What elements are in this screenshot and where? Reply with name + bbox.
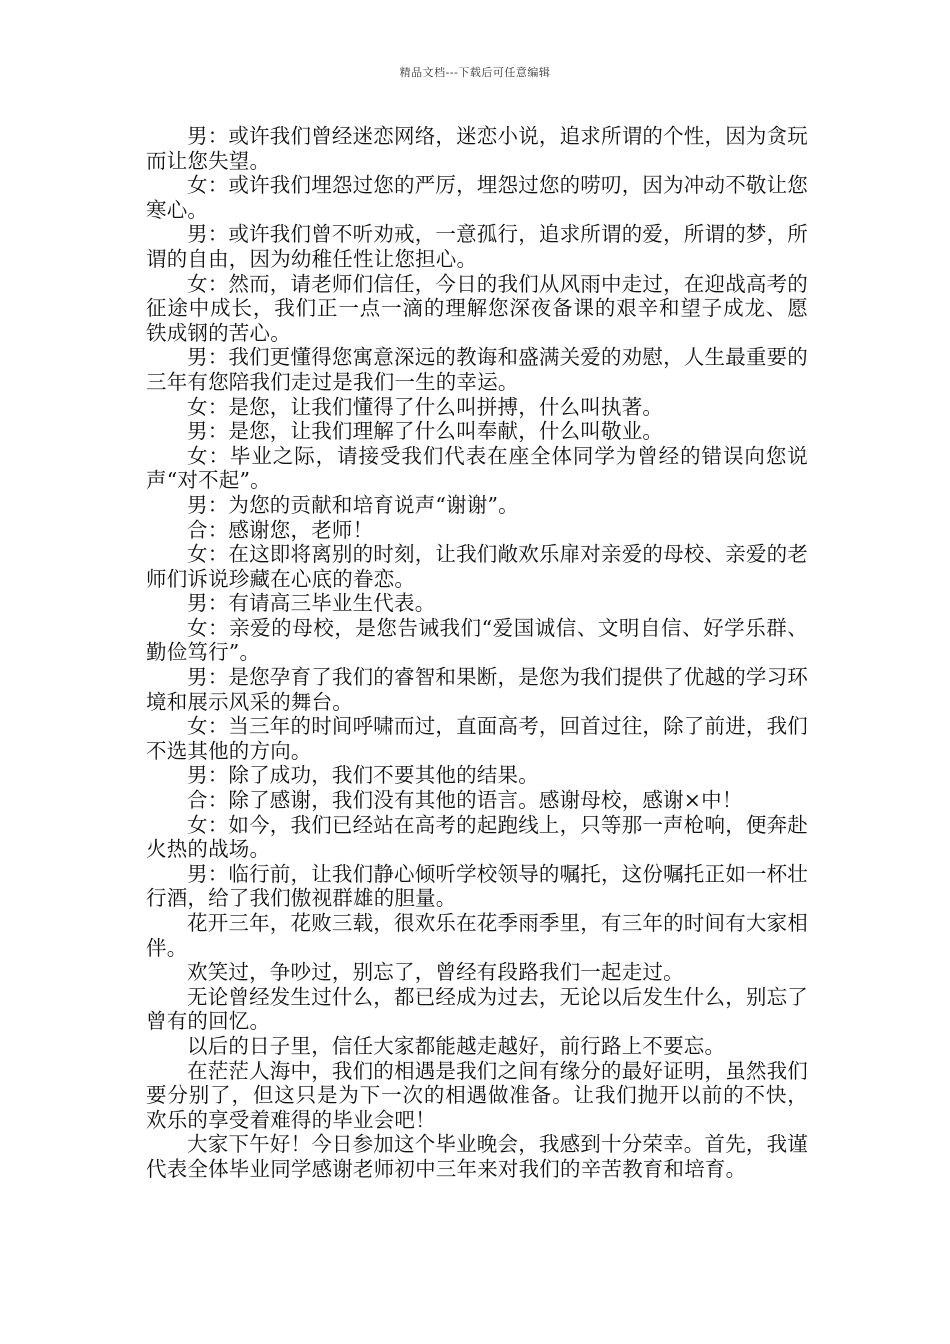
paragraph: 男：是您孕育了我们的睿智和果断，是您为我们提供了优越的学习环境和展示风采的舞台。 xyxy=(146,665,808,714)
paragraph: 大家下午好！今日参加这个毕业晚会，我感到十分荣幸。首先，我谨代表全体毕业同学感谢老师初中三年来对我们的辛苦教育和培育。 xyxy=(146,1132,808,1181)
document-body xyxy=(146,124,808,1182)
paragraph: 男：除了成功，我们不要其他的结果。 xyxy=(187,763,539,788)
paragraph: 女：在这即将离别的时刻，让我们敞欢乐扉对亲爱的母校、亲爱的老师们诉说珍藏在心底的眷恋。 xyxy=(146,542,808,591)
paragraph: 女：如今，我们已经站在高考的起跑线上，只等那一声枪响，便奔赴火热的战场。 xyxy=(146,812,808,862)
paragraph: 合：感谢您，老师！ xyxy=(187,517,374,542)
paragraph: 男：是您，让我们理解了什么叫奉献，什么叫敬业。 xyxy=(187,419,664,444)
paragraph: 女：亲爱的母校，是您告诫我们“爱国诚信、文明自信、好学乐群、勤俭笃行”。 xyxy=(146,615,808,665)
paragraph: 男：有请高三毕业生代表。 xyxy=(187,591,436,616)
paragraph: 以后的日子里，信任大家都能越走越好，前行路上不要忘。 xyxy=(187,1033,726,1058)
paragraph: 男：我们更懂得您寓意深远的教诲和盛满关爱的劝慰，人生最重要的三年有您陪我们走过是我们一生的幸运。 xyxy=(146,345,808,394)
paragraph: 在茫茫人海中，我们的相遇是我们之间有缘分的最好证明，虽然我们要分别了，但这只是为下一次的相遇做准备。让我们抛开以前的不快，欢乐的享受着难得的毕业会吧！ xyxy=(146,1058,808,1132)
page-header: 精品文档---下载后可任意编辑 xyxy=(399,66,551,79)
paragraph: 男：临行前，让我们静心倾听学校领导的嘱托，这份嘱托正如一杯壮行酒，给了我们傲视群雄的胆量。 xyxy=(146,861,808,911)
paragraph: 女：当三年的时间呼啸而过，直面高考，回首过往，除了前进，我们不选其他的方向。 xyxy=(146,714,808,763)
paragraph: 男：或许我们曾经迷恋网络，迷恋小说，追求所谓的个性，因为贪玩而让您失望。 xyxy=(146,124,808,173)
paragraph: 无论曾经发生过什么，都已经成为过去，无论以后发生什么，别忘了曾有的回忆。 xyxy=(146,984,808,1034)
paragraph: 女：或许我们埋怨过您的严厉，埋怨过您的唠叨，因为冲动不敬让您寒心。 xyxy=(146,173,808,222)
paragraph: 花开三年，花败三载，很欢乐在花季雨季里，有三年的时间有大家相伴。 xyxy=(146,911,808,960)
paragraph: 欢笑过，争吵过，别忘了，曾经有段路我们一起走过。 xyxy=(187,960,684,985)
paragraph: 男：或许我们曾不听劝戒，一意孤行，追求所谓的爱，所谓的梦，所谓的自由，因为幼稚任性让您担心。 xyxy=(146,222,808,271)
paragraph: 女：然而，请老师们信任，今日的我们从风雨中走过，在迎战高考的征途中成长，我们正一点一滴的理解您深夜备课的艰辛和望子成龙、愿铁成钢的苦心。 xyxy=(146,271,808,345)
paragraph: 男：为您的贡献和培育说声“谢谢”。 xyxy=(187,492,519,517)
paragraph: 女：是您，让我们懂得了什么叫拼搏，什么叫执著。 xyxy=(187,394,664,419)
paragraph: 合：除了感谢，我们没有其他的语言。感谢母校，感谢×中！ xyxy=(187,788,743,813)
paragraph: 女：毕业之际，请接受我们代表在座全体同学为曾经的错误向您说声“对不起”。 xyxy=(146,443,808,493)
